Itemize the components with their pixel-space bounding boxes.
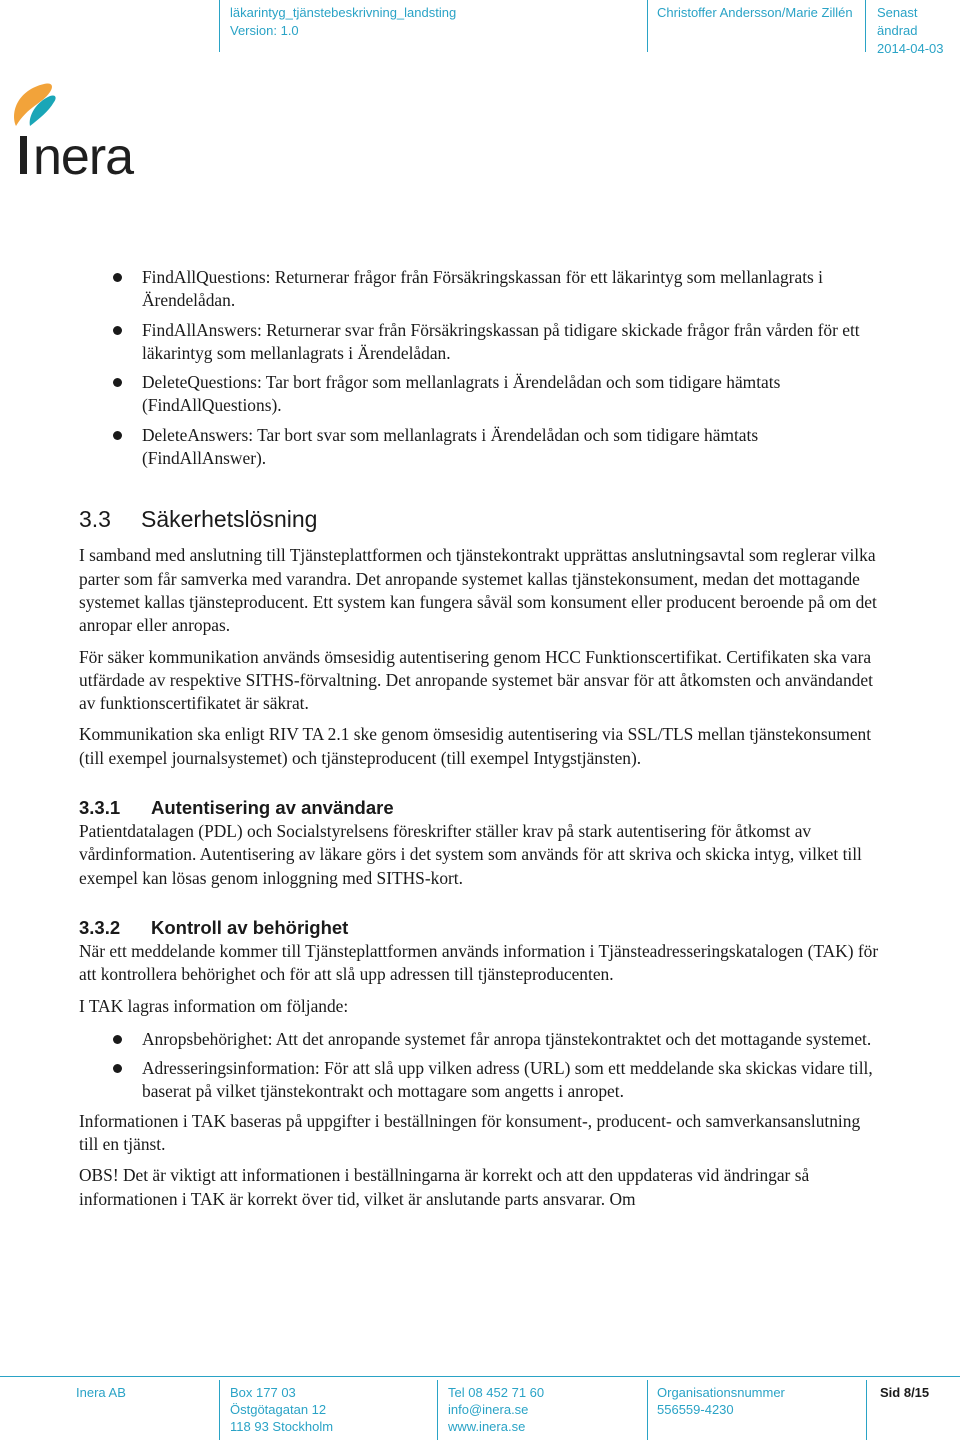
paragraph: Kommunikation ska enligt RIV TA 2.1 ske genom ömsesidig autentisering via SSL/TLS mellan tjänstekonsument (till exempel journalsystemet) och tjänsteproducent (till exempel Intygstjänsten). xyxy=(79,724,872,768)
bullet-icon xyxy=(113,378,122,387)
footer-company: Inera AB xyxy=(76,1385,126,1400)
paragraph: I samband med anslutning till Tjänsteplattformen och tjänstekontrakt upprättas anslutningsavtal som reglerar vilka parter som får samverka med varandra. Det anropande systemet kallas tjänstekonsument, medan det mottagande systemet kallas tjänsteproducent. Ett system kan fungera såväl som konsument eller producent beroende på om det anropar eller anropas. xyxy=(79,545,877,636)
subsection-heading: 3.3.2 Kontroll av behörighet xyxy=(79,916,349,938)
bullet-icon xyxy=(113,273,122,282)
footer-divider xyxy=(647,1380,648,1440)
list-item: DeleteQuestions: Tar bort frågor som mellanlagrats i Ärendelådan och som tidigare hämtats (FindAllQuestions). xyxy=(79,371,879,418)
footer-email-link[interactable]: info@inera.se xyxy=(448,1402,529,1417)
header-changed-date: 2014-04-03 xyxy=(877,41,944,56)
list-item: DeleteAnswers: Tar bort svar som mellanlagrats i Ärendelådan och som tidigare hämtats (FindAllAnswer). xyxy=(79,424,879,471)
footer-website-link[interactable]: www.inera.se xyxy=(448,1419,526,1434)
page-header xyxy=(0,0,960,56)
list-item: FindAllQuestions: Returnerar frågor från Försäkringskassan för ett läkarintyg som mellanlagrats i Ärendelådan. xyxy=(79,266,879,313)
header-divider xyxy=(647,0,648,52)
subsection-heading: 3.3.1 Autentisering av användare xyxy=(79,797,394,819)
footer-divider xyxy=(219,1380,220,1440)
paragraph: I TAK lagras information om följande: xyxy=(79,995,349,1016)
footer-contact xyxy=(448,1384,544,1435)
tak-bullet-list xyxy=(79,1028,879,1104)
list-item: Anropsbehörighet: Att det anropande systemet får anropa tjänstekontraktet och det mottagande systemet. xyxy=(79,1028,879,1051)
footer-divider xyxy=(437,1380,438,1440)
section-heading: 3.3 Säkerhetslösning xyxy=(79,506,318,533)
header-authors: Christoffer Andersson/Marie Zillén xyxy=(657,5,853,20)
document-body xyxy=(79,266,879,1219)
footer-divider xyxy=(866,1380,867,1440)
header-changed xyxy=(877,4,960,58)
bullet-icon xyxy=(113,1064,122,1073)
header-divider xyxy=(865,0,866,52)
bullet-icon xyxy=(113,431,122,440)
bullet-icon xyxy=(113,326,122,335)
footer-address: Box 177 03 Östgötagatan 12 118 93 Stockholm xyxy=(230,1385,334,1434)
header-changed-label: Senast ändrad xyxy=(877,5,918,38)
page-number: Sid 8/15 xyxy=(880,1385,930,1400)
paragraph: För säker kommunikation används ömsesidig autentisering genom HCC Funktionscertifikat. Certifikaten ska vara utfärdade av respektive SITHS-förvaltning. Det anropande systemet bär ansvar för att åtkomsten och användandet av funktionscertifikatet är säkrat. xyxy=(79,646,873,714)
service-bullet-list xyxy=(79,266,879,470)
footer-phone: Tel 08 452 71 60 xyxy=(448,1385,545,1400)
header-doc-name: läkarintyg_tjänstebeskrivning_landsting xyxy=(230,5,457,20)
inera-logo-graphic xyxy=(6,82,166,182)
header-version: Version: 1.0 xyxy=(230,23,299,38)
list-item: Adresseringsinformation: För att slå upp vilken adress (URL) som ett meddelande ska skickas vidare till, baserat på vilket tjänstekontrakt och mottagare som angetts i anropet. xyxy=(79,1057,879,1104)
paragraph: Patientdatalagen (PDL) och Socialstyrelsens föreskrifter ställer krav på stark autentisering för åtkomst av vårdinformation. Autentisering av läkare görs i det system som används för att skriva och skicka intyg, vilket till exempel kan lösas genom inloggning med SITHS-kort. xyxy=(79,821,862,888)
paragraph: Informationen i TAK baseras på uppgifter i beställningen för konsument-, producent- och samverkansanslutning till en tjänst. xyxy=(79,1110,861,1155)
list-item: FindAllAnswers: Returnerar svar från Försäkringskassan på tidigare skickade frågor från vården för ett läkarintyg som mellanlagrats i Ärendelådan. xyxy=(79,319,879,366)
bullet-icon xyxy=(113,1035,122,1044)
inera-logo xyxy=(6,82,166,182)
header-doc-info xyxy=(230,4,456,40)
paragraph: OBS! Det är viktigt att informationen i beställningarna är korrekt och att den uppdateras vid ändringar så informationen i TAK är korrekt över tid, vilket är anslutande parts ansvarar. Om xyxy=(79,1165,810,1209)
header-divider xyxy=(219,0,220,52)
footer-org: Organisationsnummer 556559-4230 xyxy=(657,1385,785,1417)
logo-wordmark: nera xyxy=(33,128,134,182)
footer-divider xyxy=(0,1376,960,1377)
paragraph: När ett meddelande kommer till Tjänsteplattformen används information i Tjänsteadresseringskatalogen (TAK) för att kontrollera behörighet och för att slå upp adressen till tjänsteproducenten. xyxy=(79,940,879,985)
